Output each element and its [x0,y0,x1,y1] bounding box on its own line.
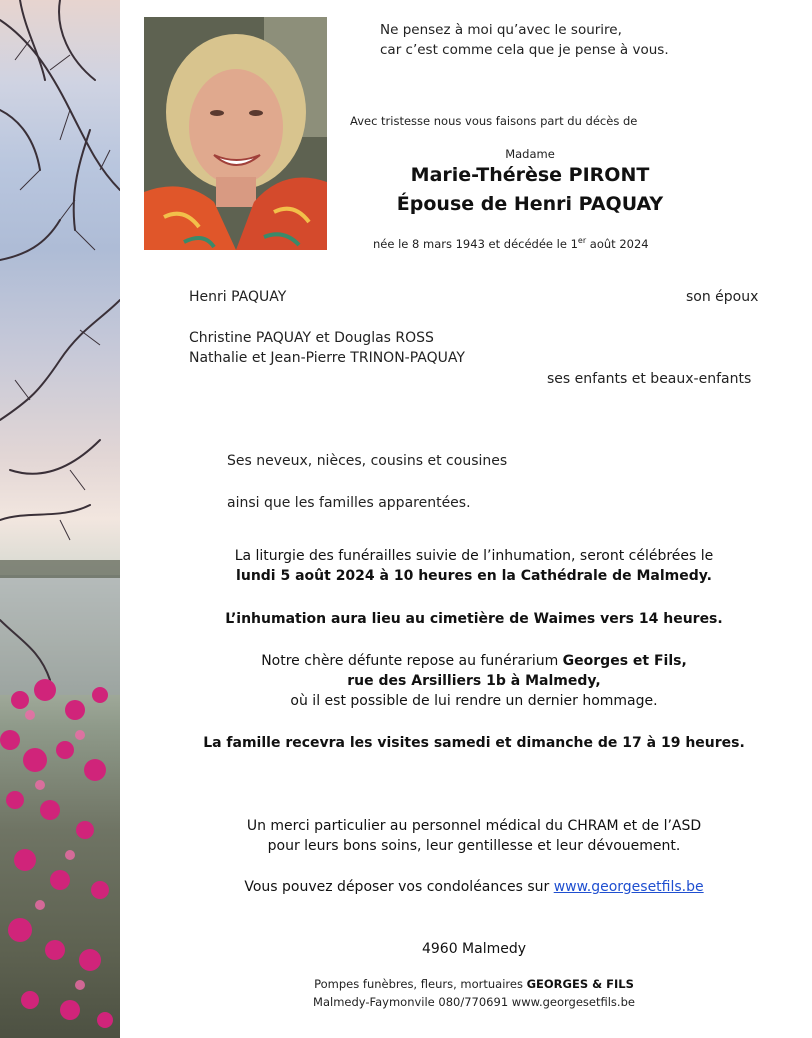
deceased-spouse: Épouse de Henri PAQUAY [396,193,664,215]
funerarium-name: Georges et Fils, [562,653,687,669]
funerarium-line-3: où il est possible de lui rendre un dernier hommage. [290,693,658,709]
relatives: Ses neveux, nièces, cousins et cousines [227,453,508,469]
quote-line-2: car c’est comme cela que je pense à vous. [380,42,669,58]
landscape-illustration [0,0,120,1038]
portrait-photo [144,17,327,250]
child-couple: Nathalie et Jean-Pierre TRINON-PAQUAY [189,350,465,366]
footer-prefix: Pompes funèbres, fleurs, mortuaires [314,977,527,991]
husband-name: Henri PAQUAY [189,289,287,305]
husband-role: son époux [686,289,759,305]
portrait-illustration [144,17,327,250]
footer [130,975,812,1011]
thanks [130,816,812,856]
dates-sup: er [577,236,587,246]
deceased-name: Marie-Thérèse PIRONT [410,164,650,186]
funerarium-info [130,651,812,711]
quote [380,20,669,60]
children-role: ses enfants et beaux-enfants [547,371,752,387]
announcement: Avec tristesse nous vous faisons part du décès de [350,114,638,128]
thanks-line-2: pour leurs bons soins, leur gentillesse et leur dévouement. [267,838,681,854]
burial-info: L’inhumation aura lieu au cimetière de Waimes vers 14 heures. [225,611,723,627]
ceremony-info [130,546,812,586]
deceased-title: Madame [505,147,555,161]
landscape-photo-strip [0,0,120,1038]
quote-line-1: Ne pensez à moi qu’avec le sourire, [380,22,622,38]
funerarium-prefix: Notre chère défunte repose au funérarium [261,653,563,669]
condolences-link[interactable]: www.georgesetfils.be [553,879,704,895]
condolences [130,877,812,897]
footer-company: GEORGES & FILS [526,977,634,991]
visits-info: La famille recevra les visites samedi et dimanche de 17 à 19 heures. [203,735,745,751]
child-couple: Christine PAQUAY et Douglas ROSS [189,330,434,346]
birth-death-dates [373,237,649,251]
condolences-prefix: Vous pouvez déposer vos condoléances sur [244,879,554,895]
funerarium-line-1 [130,651,812,671]
ceremony-line-1: La liturgie des funérailles suivie de l’inhumation, seront célébrées le [234,548,714,564]
location: 4960 Malmedy [421,941,527,957]
dates-suffix: août 2024 [586,237,649,251]
footer-line-1 [130,975,812,993]
thanks-line-1: Un merci particulier au personnel médical du CHRAM et de l’ASD [246,818,702,834]
footer-line-2: Malmedy-Faymonvile 080/770691 www.georgesetfils.be [313,995,635,1009]
related-families: ainsi que les familles apparentées. [227,495,471,511]
ceremony-line-2: lundi 5 août 2024 à 10 heures en la Cathédrale de Malmedy. [236,568,712,584]
funerarium-address: rue des Arsilliers 1b à Malmedy, [347,673,601,689]
dates-prefix: née le 8 mars 1943 et décédée le 1 [373,237,578,251]
